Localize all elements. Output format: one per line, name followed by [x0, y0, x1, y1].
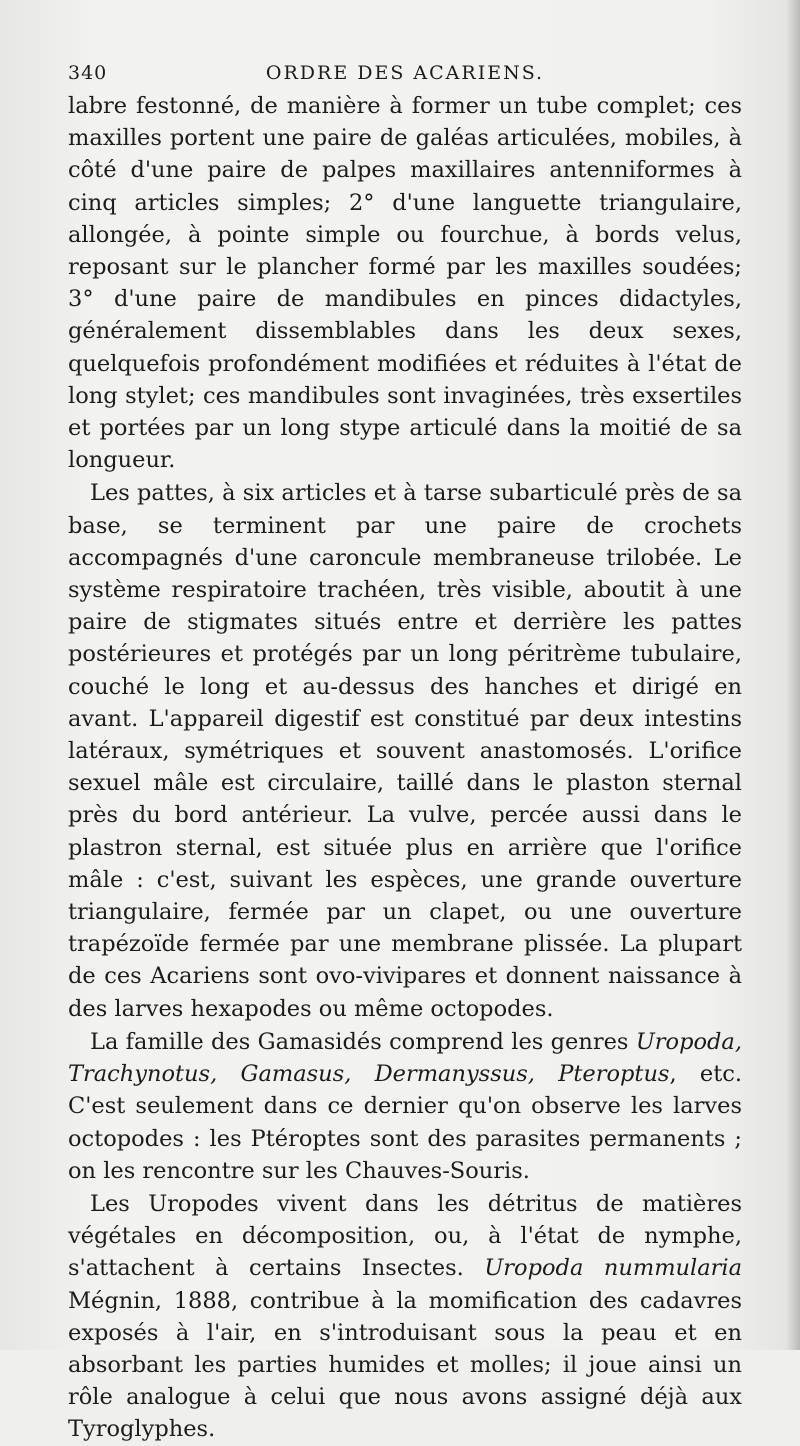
paragraph-legs-anatomy — [68, 477, 742, 1024]
page-edge-shadow — [786, 0, 800, 1350]
running-title: ORDRE DES ACARIENS. — [265, 62, 545, 84]
paragraph-mouthparts — [68, 90, 742, 476]
text-segment: Mégnin, 1888, contribue à la momification des cadavres exposés à l'air, en s'introduisant sous la peau et en absorbant les parties humides et molles; il joue ainsi un rôle analogue à celui que nous avons assigné déjà aux Tyroglyphes. — [68, 1287, 742, 1443]
text-segment: , etc. C'est seulement dans ce dernier qu'on observe les larves octopodes : les Ptéroptes sont des parasites permanents ; on les rencontre sur les Chauves-Souris. — [68, 1061, 742, 1184]
species-name: Uropoda nummularia — [484, 1255, 742, 1282]
body-text — [68, 90, 742, 1446]
page-header — [68, 54, 742, 90]
text-segment: Les Uropodes vivent dans les détritus de matières végétales en décomposition, ou, à l'état de nymphe, s'attachent à certains Insectes. — [68, 1190, 742, 1282]
paragraph-gamasid-genera — [68, 1026, 742, 1187]
genus-names: Uropoda, Trachynotus, Gamasus, Dermanyssus, Pteroptus — [68, 1028, 742, 1088]
text-segment: labre festonné, de manière à former un tube complet; ces maxilles portent une paire de galéas articulées, mobiles, à côté d'une paire de palpes maxillaires antenniformes à cinq articles simples; 2° d'une languette triangulaire, allongée, à pointe simple ou fourchue, à bords velus, reposant sur le plancher formé par les maxilles soudées; 3° d'une paire de mandibules en pinces didactyles, généralement dissemblables dans les deux sexes, quelquefois profondément modifiées et réduites à l'état de long stylet; ces mandibules sont invaginées, très exsertiles et portées par un long stype articulé dans la moitié de sa longueur. — [68, 93, 742, 474]
text-segment: Les pattes, à six articles et à tarse subarticulé près de sa base, se terminent par une paire de crochets accompagnés d'une caroncule membraneuse trilobée. Le système respiratoire trachéen, très visible, aboutit à une paire de stigmates situés entre et derrière les pattes postérieures et protégés par un long péritrème tubulaire, couché le long et au-dessus des hanches et dirigé en avant. L'appareil digestif est constitué par deux intestins latéraux, symétriques et souvent anastomosés. L'orifice sexuel mâle est circulaire, taillé dans le plaston sternal près du bord antérieur. La vulve, percée aussi dans le plastron sternal, est située plus en arrière que l'orifice mâle : c'est, suivant les espèces, une grande ouverture triangulaire, fermée par un clapet, ou une ouverture trapézoïde fermée par une membrane plissée. La plupart de ces Acariens sont ovo-vivipares et donnent naissance à des larves hexapodes ou même octopodes. — [68, 480, 742, 1022]
paragraph-uropodes — [68, 1188, 742, 1446]
page-number: 340 — [68, 62, 108, 84]
text-segment: La famille des Gamasidés comprend les genres — [90, 1028, 636, 1055]
